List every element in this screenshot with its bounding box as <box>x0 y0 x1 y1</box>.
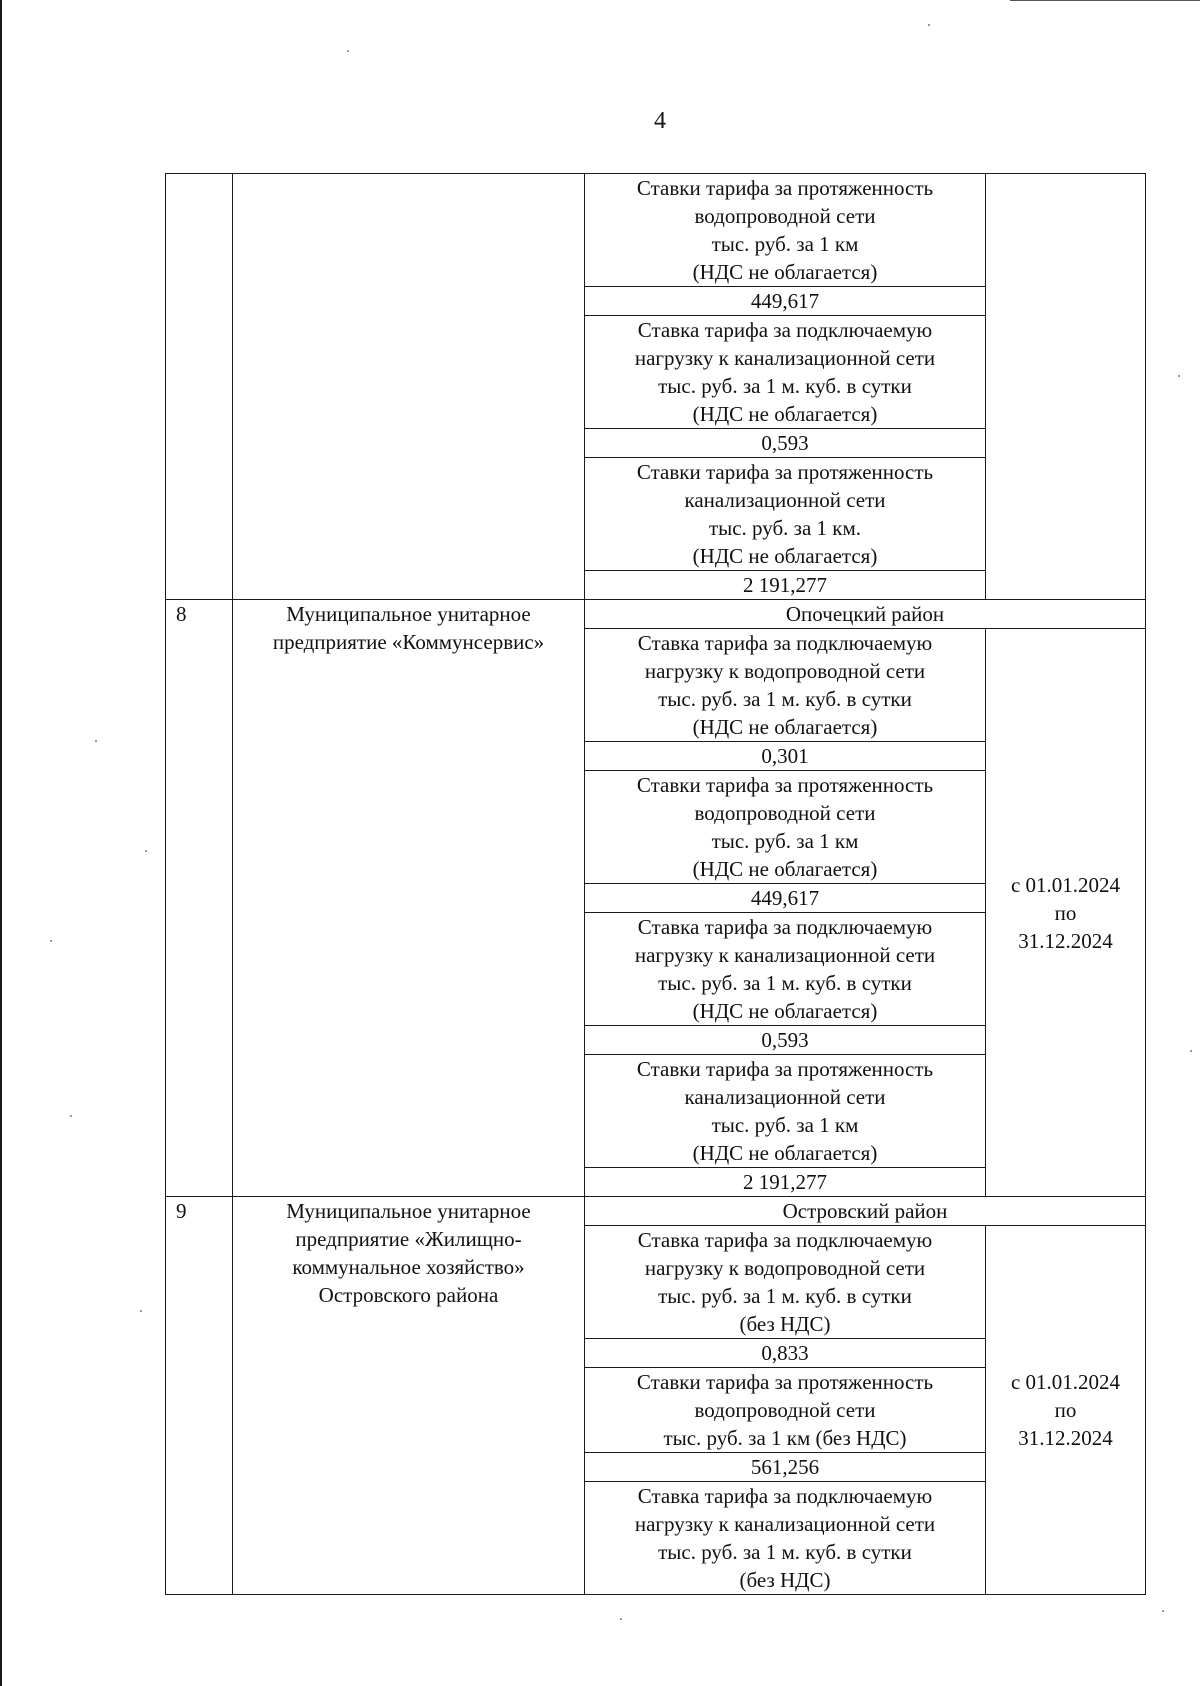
scan-edge-left <box>0 0 2 1686</box>
scan-speck <box>140 1310 142 1312</box>
tariff-label: Ставка тарифа за подключаемую нагрузку к водопроводной сети тыс. руб. за 1 м. куб. в сутки (НДС не облагается) <box>585 629 986 742</box>
tariff-value: 0,593 <box>585 429 986 458</box>
tariff-value: 2 191,277 <box>585 571 986 600</box>
tariff-label: Ставки тарифа за протяженность водопроводной сети тыс. руб. за 1 км (НДС не облагается) <box>585 771 986 884</box>
scan-speck <box>70 1115 72 1117</box>
row-number-cell <box>166 174 233 600</box>
tariff-value: 0,593 <box>585 1026 986 1055</box>
tariff-value: 449,617 <box>585 287 986 316</box>
scan-speck <box>620 1618 622 1620</box>
tariff-table <box>165 173 1146 1595</box>
district-name: Островский район <box>585 1197 1146 1226</box>
tariff-label: Ставки тарифа за протяженность водопроводной сети тыс. руб. за 1 км (без НДС) <box>585 1368 986 1453</box>
organization-cell <box>233 174 585 600</box>
tariff-label: Ставки тарифа за протяженность водопроводной сети тыс. руб. за 1 км (НДС не облагается) <box>585 174 986 287</box>
tariff-label: Ставки тарифа за протяженность канализационной сети тыс. руб. за 1 км (НДС не облагается) <box>585 1055 986 1168</box>
tariff-label: Ставки тарифа за протяженность канализационной сети тыс. руб. за 1 км. (НДС не облагается) <box>585 458 986 571</box>
scan-speck <box>1162 1610 1164 1612</box>
period-cell <box>986 174 1146 600</box>
tariff-label: Ставка тарифа за подключаемую нагрузку к канализационной сети тыс. руб. за 1 м. куб. в сутки (без НДС) <box>585 1482 986 1595</box>
tariff-value: 561,256 <box>585 1453 986 1482</box>
scan-speck <box>1178 375 1180 377</box>
tariff-value: 2 191,277 <box>585 1168 986 1197</box>
validity-period: с 01.01.2024 по 31.12.2024 <box>986 1226 1146 1595</box>
scan-speck <box>347 50 349 52</box>
scan-speck <box>50 940 52 942</box>
tariff-label: Ставка тарифа за подключаемую нагрузку к канализационной сети тыс. руб. за 1 м. куб. в сутки (НДС не облагается) <box>585 316 986 429</box>
validity-period: с 01.01.2024 по 31.12.2024 <box>986 629 1146 1197</box>
tariff-label: Ставка тарифа за подключаемую нагрузку к водопроводной сети тыс. руб. за 1 м. куб. в сутки (без НДС) <box>585 1226 986 1339</box>
row-number: 9 <box>166 1197 233 1595</box>
scan-speck <box>95 740 97 742</box>
district-name: Опочецкий район <box>585 600 1146 629</box>
tariff-table-body <box>166 174 1146 1595</box>
organization-name: Муниципальное унитарное предприятие «Коммунсервис» <box>233 600 585 1197</box>
organization-name: Муниципальное унитарное предприятие «Жилищно- коммунальное хозяйство» Островского района <box>233 1197 585 1595</box>
page-number: 4 <box>654 108 666 134</box>
tariff-value: 0,833 <box>585 1339 986 1368</box>
scan-speck <box>145 850 147 852</box>
tariff-value: 449,617 <box>585 884 986 913</box>
tariff-value: 0,301 <box>585 742 986 771</box>
tariff-label: Ставка тарифа за подключаемую нагрузку к канализационной сети тыс. руб. за 1 м. куб. в сутки (НДС не облагается) <box>585 913 986 1026</box>
scan-edge-top <box>1010 0 1200 1</box>
row-number: 8 <box>166 600 233 1197</box>
scan-speck <box>928 24 930 26</box>
scan-speck <box>1190 1050 1192 1052</box>
